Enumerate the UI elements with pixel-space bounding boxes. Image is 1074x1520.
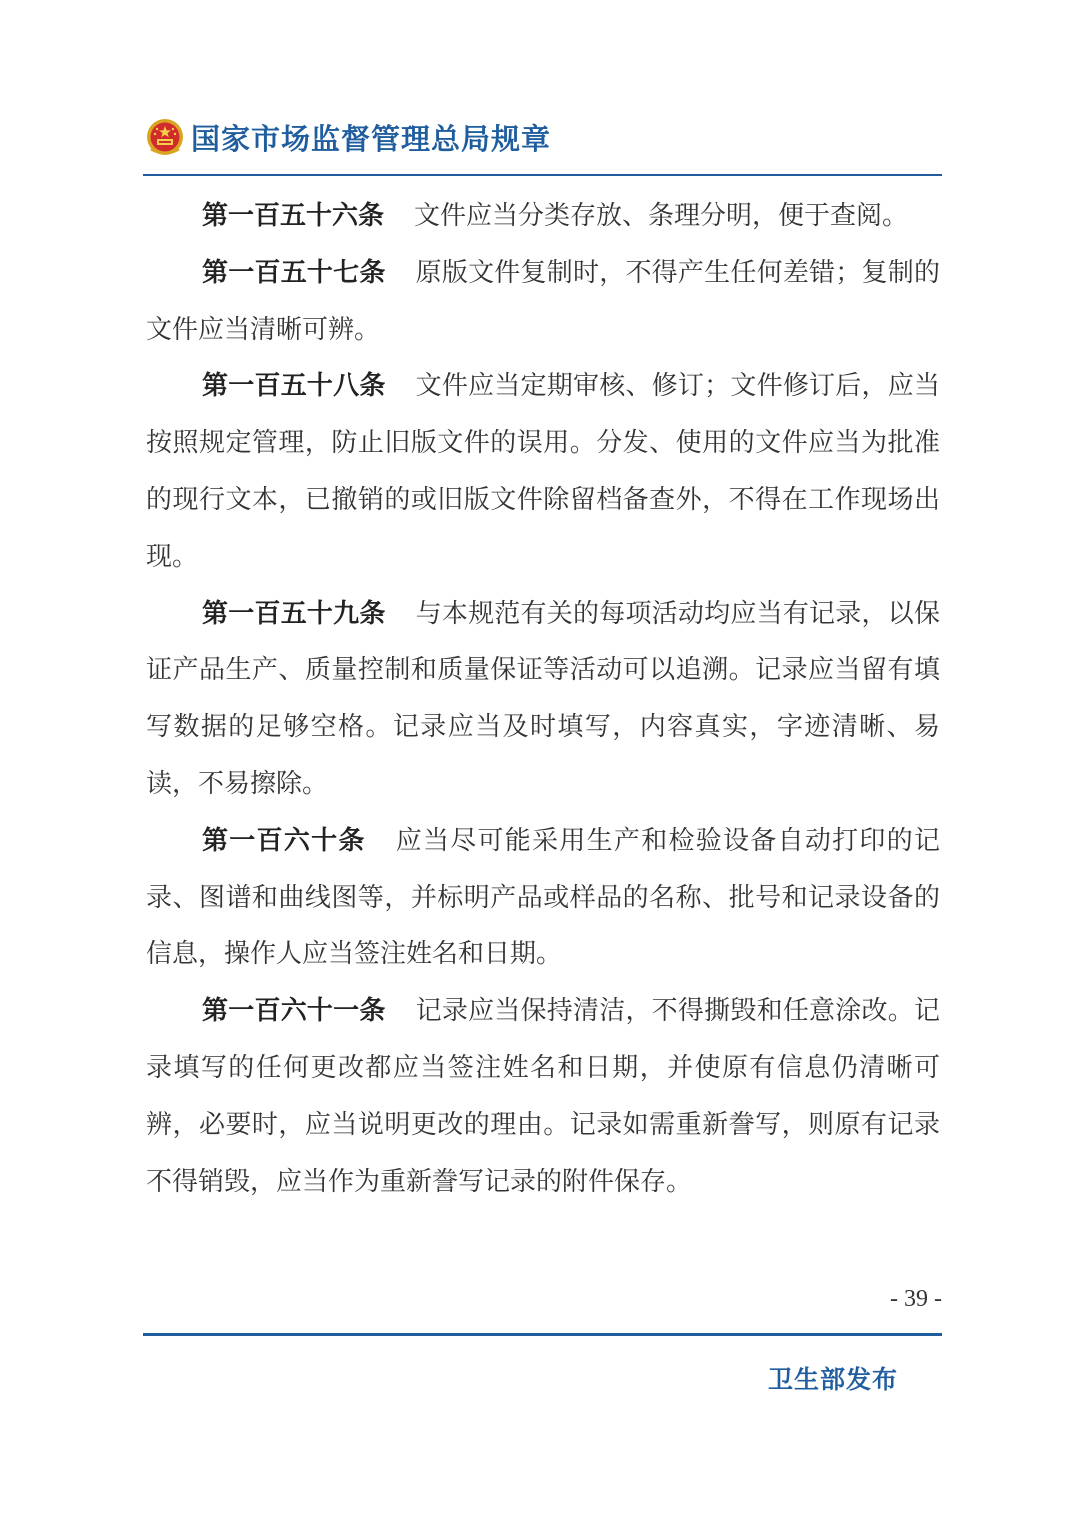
publisher-label: 卫生部发布: [767, 1365, 898, 1394]
article-156: [146, 188, 940, 245]
header-title: 国家市场监督管理总局规章: [191, 121, 552, 156]
article-157: [146, 245, 940, 359]
header-divider: [143, 174, 942, 176]
article-body: 文件应当分类存放、条理分明，便于查阅。: [414, 201, 909, 231]
article-title: 第一百五十九条: [202, 598, 386, 629]
page-number: - 39 -: [890, 1286, 942, 1312]
article-title: 第一百六十一条: [202, 996, 386, 1027]
article-body: 与本规范有关的每项活动均应当有记录，以保证产品生产、质量控制和质量保证等活动可以追溯。记录应当留有填写数据的足够空格。记录应当及时填写，内容真实，字迹清晰、易读，不易擦除。: [146, 598, 940, 799]
national-emblem-icon: [145, 117, 185, 157]
article-body: 文件应当定期审核、修订；文件修订后，应当按照规定管理，防止旧版文件的误用。分发、使用的文件应当为批准的现行文本，已撤销的或旧版文件除留档备查外，不得在工作现场出现。: [146, 371, 940, 572]
footer-divider: [143, 1333, 942, 1336]
article-160: [146, 813, 940, 983]
article-title: 第一百五十七条: [202, 257, 386, 288]
article-body: 应当尽可能采用生产和检验设备自动打印的记录、图谱和曲线图等，并标明产品或样品的名称、批号和记录设备的信息，操作人应当签注姓名和日期。: [146, 825, 940, 970]
article-list: [146, 188, 940, 1210]
article-159: [146, 586, 940, 813]
page-header: [145, 112, 551, 162]
article-title: 第一百五十八条: [202, 371, 386, 402]
article-title: 第一百六十条: [202, 825, 366, 856]
article-title: 第一百五十六条: [202, 201, 385, 231]
article-161: [146, 983, 940, 1210]
article-158: [146, 358, 940, 585]
article-body: 记录应当保持清洁，不得撕毁和任意涂改。记录填写的任何更改都应当签注姓名和日期，并使原有信息仍清晰可辨，必要时，应当说明更改的理由。记录如需重新誊写，则原有记录不得销毁，应当作为重新誊写记录的附件保存。: [146, 996, 940, 1197]
article-body: 原版文件复制时，不得产生任何差错；复制的文件应当清晰可辨。: [146, 257, 940, 345]
